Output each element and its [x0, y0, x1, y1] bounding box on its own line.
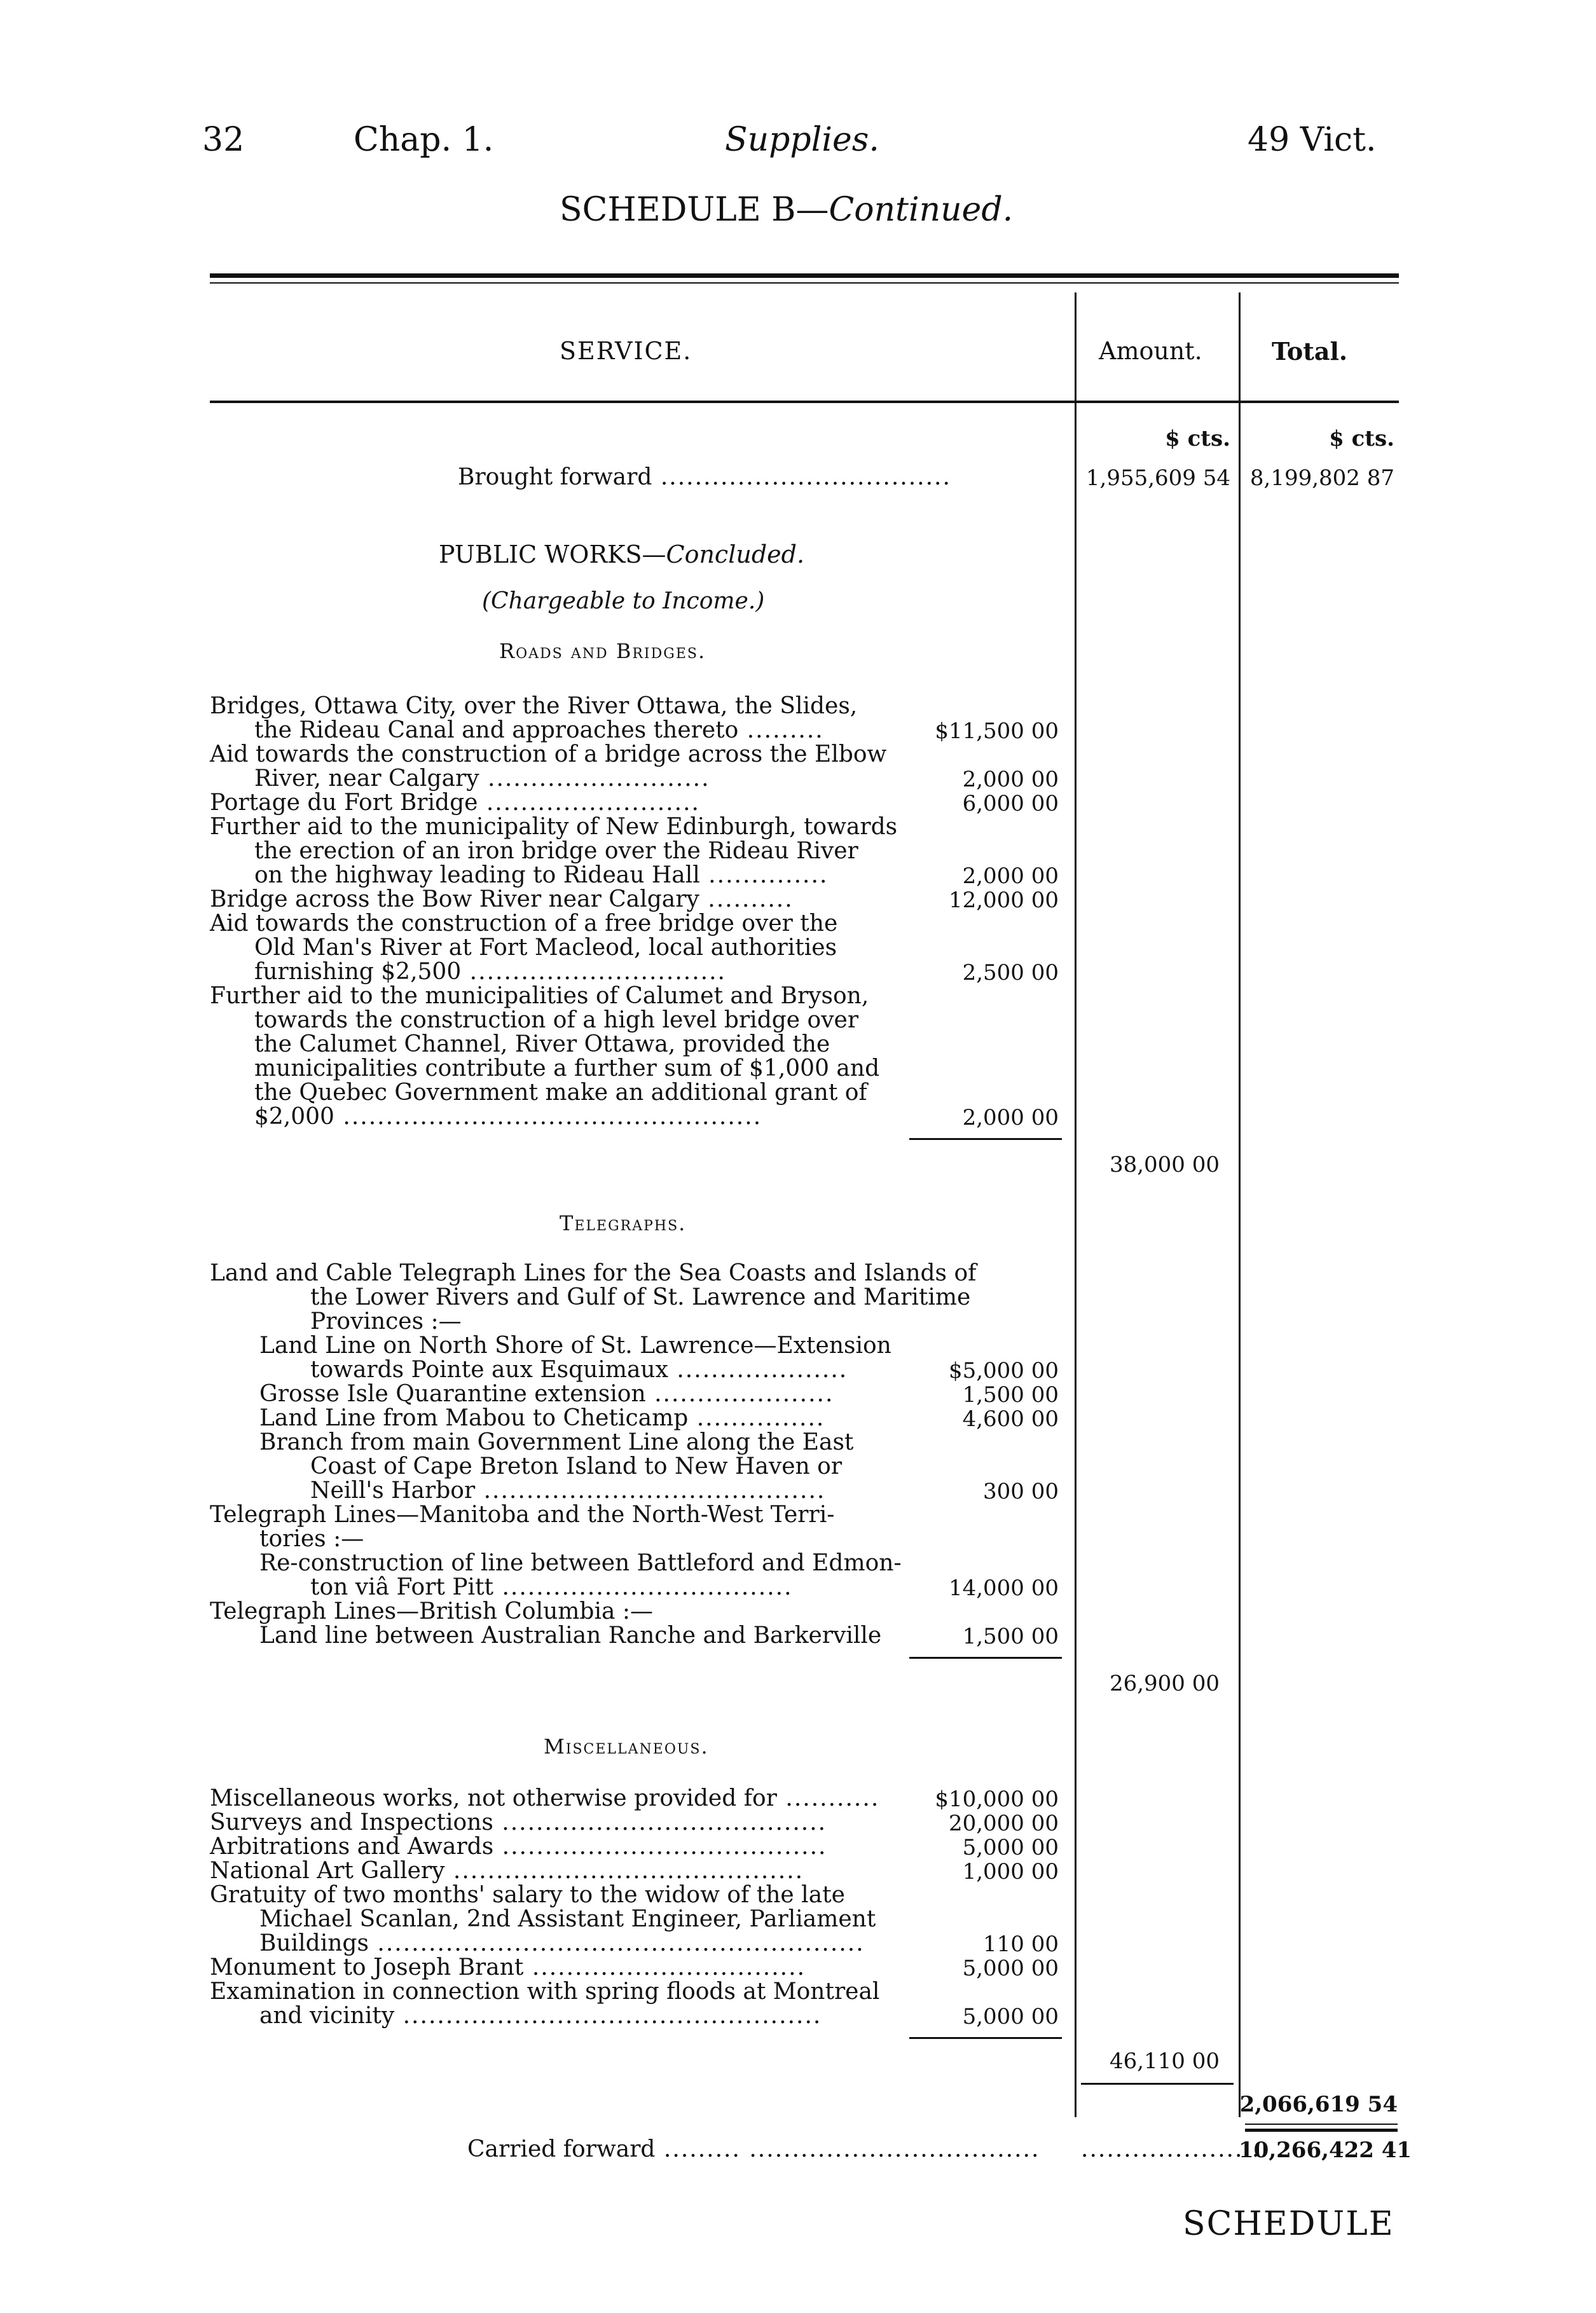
- roads-line: furnishing $2,500 ..............................: [254, 959, 726, 985]
- roads-value: 12,000 00: [948, 888, 1059, 913]
- roads-line: Portage du Fort Bridge .........................: [210, 790, 700, 816]
- telegraphs-subtotal: 26,900 00: [1109, 1671, 1220, 1696]
- page-number: 32: [202, 121, 245, 159]
- schedule-title: [560, 191, 1013, 229]
- total-sum-rule-thin: [1245, 2124, 1398, 2125]
- telegraphs-heading: Telegraphs.: [560, 1211, 687, 1235]
- roads-value: 2,000 00: [962, 863, 1059, 889]
- telegraphs-value: 4,600 00: [962, 1406, 1059, 1432]
- roads-line: Aid towards the construction of a free bridge over the: [210, 910, 838, 937]
- roads-line: Further aid to the municipality of New Edinburgh, towards: [210, 814, 898, 840]
- misc-value: 110 00: [983, 1932, 1059, 1957]
- brought-forward-total: 8,199,802 87: [1249, 465, 1394, 491]
- misc-line: and vicinity .................................................: [259, 2003, 822, 2029]
- chapter-label: Chap. 1.: [354, 121, 494, 159]
- roads-line: River, near Calgary ..........................: [254, 765, 710, 792]
- amount-currency: $ cts.: [1165, 426, 1230, 451]
- roads-line: Bridge across the Bow River near Calgary ..........: [210, 886, 794, 912]
- telegraphs-line: Neill's Harbor ........................................: [310, 1478, 826, 1504]
- roads-line: $2,000 .................................................: [254, 1104, 762, 1130]
- running-title: Supplies.: [725, 121, 879, 159]
- roads-line: the Calumet Channel, River Ottawa, provided the: [254, 1031, 830, 1057]
- misc-line: National Art Gallery .........................................: [210, 1858, 804, 1884]
- misc-value: 20,000 00: [948, 1811, 1059, 1836]
- misc-heading: Miscellaneous.: [544, 1734, 709, 1759]
- telegraphs-value: 14,000 00: [948, 1575, 1059, 1601]
- telegraphs-line: tories :—: [259, 1526, 364, 1552]
- section-subtitle: (Chargeable to Income.): [482, 588, 765, 614]
- column-header-service: SERVICE.: [560, 337, 692, 365]
- column-divider-amount: [1075, 292, 1077, 2117]
- misc-line: Arbitrations and Awards ......................................: [210, 1834, 827, 1860]
- telegraphs-line: Branch from main Government Line along the East: [259, 1429, 854, 1455]
- brought-forward-amount: 1,955,609 54: [1085, 465, 1230, 491]
- column-header-total: Total.: [1272, 337, 1348, 366]
- telegraphs-line: Telegraph Lines—Manitoba and the North-West Terri-: [210, 1502, 835, 1528]
- roads-line: on the highway leading to Rideau Hall ..............: [254, 862, 829, 888]
- roads-value: $11,500 00: [935, 718, 1059, 744]
- section-title: PUBLIC WORKS—Concluded.: [439, 540, 805, 568]
- misc-line: Gratuity of two months' salary to the widow of the late: [210, 1882, 845, 1908]
- telegraphs-value: 1,500 00: [962, 1624, 1059, 1649]
- section-total: 2,066,619 54: [1239, 2092, 1398, 2117]
- carried-forward-leader: ........................: [1081, 2136, 1286, 2162]
- telegraphs-line: Re-construction of line between Battleford and Edmon-: [259, 1550, 902, 1576]
- amount-sum-rule: [1081, 2083, 1234, 2085]
- catchword: SCHEDULE: [1183, 2205, 1394, 2243]
- telegraphs-line: Coast of Cape Breton Island to New Haven or: [310, 1453, 843, 1479]
- roads-sum-rule: [909, 1138, 1062, 1140]
- roads-line: the Rideau Canal and approaches thereto .........: [254, 717, 824, 743]
- telegraphs-line: ton viâ Fort Pitt ..................................: [310, 1574, 793, 1600]
- misc-value: $10,000 00: [935, 1787, 1059, 1812]
- misc-subtotal: 46,110 00: [1109, 2049, 1220, 2074]
- roads-heading: Roads and Bridges.: [499, 639, 706, 663]
- roads-line: the Quebec Government make an additional grant of: [254, 1080, 867, 1106]
- telegraphs-sum-rule: [909, 1657, 1062, 1659]
- carried-forward-total: 10,266,422 41: [1239, 2138, 1412, 2163]
- top-rule-thin: [210, 282, 1399, 284]
- telegraphs-line: Telegraph Lines—British Columbia :—: [210, 1598, 654, 1624]
- telegraphs-line: Land Line from Mabou to Cheticamp ...............: [259, 1405, 825, 1431]
- telegraphs-value: 1,500 00: [962, 1382, 1059, 1408]
- telegraphs-line: Provinces :—: [310, 1308, 462, 1335]
- telegraphs-line: Grosse Isle Quarantine extension .....................: [259, 1381, 834, 1407]
- roads-line: municipalities contribute a further sum of $1,000 and: [254, 1055, 880, 1081]
- misc-line: Examination in connection with spring floods at Montreal: [210, 1979, 880, 2005]
- telegraphs-line: Land Line on North Shore of St. Lawrence—Extension: [259, 1333, 891, 1359]
- schedule-title-main: SCHEDULE B—: [560, 191, 829, 229]
- roads-value: 2,000 00: [962, 1105, 1059, 1130]
- regnal-year: 49 Vict.: [1248, 121, 1377, 159]
- misc-line: Michael Scanlan, 2nd Assistant Engineer, Parliament: [259, 1906, 876, 1932]
- telegraphs-line: towards Pointe aux Esquimaux ....................: [310, 1357, 848, 1383]
- misc-value: 5,000 00: [962, 1835, 1059, 1860]
- roads-line: Old Man's River at Fort Macleod, local authorities: [254, 935, 837, 961]
- telegraphs-line: Land line between Australian Ranche and Barkerville: [259, 1623, 882, 1649]
- telegraphs-line: Land and Cable Telegraph Lines for the Sea Coasts and Islands of: [210, 1260, 977, 1286]
- roads-line: Bridges, Ottawa City, over the River Ottawa, the Slides,: [210, 693, 858, 719]
- telegraphs-value: 300 00: [983, 1479, 1059, 1504]
- misc-value: 1,000 00: [962, 1859, 1059, 1884]
- misc-line: Buildings .........................................................: [259, 1930, 865, 1956]
- roads-line: Further aid to the municipalities of Calumet and Bryson,: [210, 983, 869, 1009]
- roads-value: 6,000 00: [962, 791, 1059, 816]
- misc-sum-rule: [909, 2037, 1062, 2039]
- column-divider-total: [1239, 292, 1241, 2117]
- roads-subtotal: 38,000 00: [1109, 1152, 1220, 1177]
- misc-line: Miscellaneous works, not otherwise provided for ...........: [210, 1785, 880, 1811]
- top-rule-thick: [210, 273, 1399, 278]
- roads-line: towards the construction of a high level bridge over: [254, 1007, 859, 1033]
- telegraphs-line: the Lower Rivers and Gulf of St. Lawrence and Maritime: [310, 1284, 971, 1310]
- telegraphs-value: $5,000 00: [948, 1358, 1059, 1383]
- header-rule: [210, 401, 1399, 403]
- roads-value: 2,500 00: [962, 960, 1059, 985]
- roads-line: the erection of an iron bridge over the Rideau River: [254, 838, 858, 864]
- misc-line: Monument to Joseph Brant ................................: [210, 1954, 806, 1980]
- brought-forward-label: Brought forward ..................................: [458, 464, 951, 490]
- column-header-amount: Amount.: [1099, 337, 1202, 365]
- misc-value: 5,000 00: [962, 2004, 1059, 2029]
- misc-value: 5,000 00: [962, 1956, 1059, 1981]
- roads-line: Aid towards the construction of a bridge across the Elbow: [210, 741, 887, 767]
- schedule-title-continued: Continued.: [829, 191, 1014, 229]
- total-sum-rule-thick: [1245, 2129, 1398, 2132]
- roads-value: 2,000 00: [962, 767, 1059, 792]
- misc-line: Surveys and Inspections ......................................: [210, 1809, 827, 1836]
- total-currency: $ cts.: [1329, 426, 1394, 451]
- carried-forward-label: Carried forward ......... ..................................: [467, 2136, 1040, 2162]
